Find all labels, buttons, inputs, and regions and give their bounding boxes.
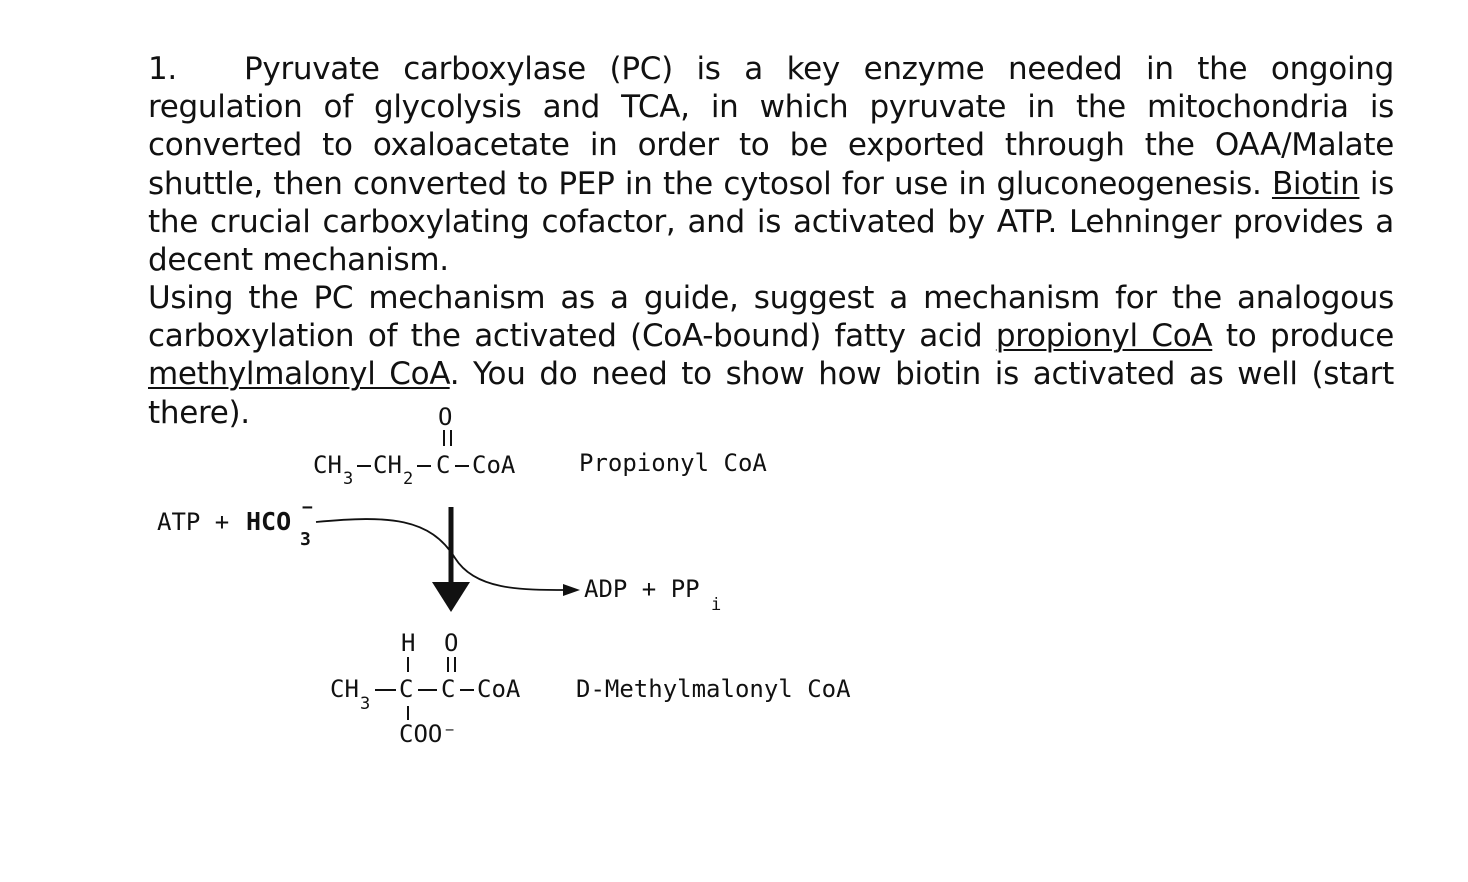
substrate-ch3: CH — [313, 451, 342, 479]
biotin-link[interactable]: Biotin — [1271, 165, 1360, 202]
methylmalonyl-coa-link[interactable]: methylmalonyl CoA — [148, 356, 450, 393]
substrate-coa: CoA — [472, 451, 516, 479]
product-ch3: CH — [330, 675, 359, 703]
product-alpha-carbon: C — [399, 675, 414, 703]
product-hydrogen: H — [401, 629, 416, 657]
substrate-name-label: Propionyl CoA — [579, 449, 767, 477]
product-carboxylate: COO⁻ — [399, 720, 457, 748]
paragraph-2-text-a: Using the PC mechanism as a guide, suggest a mechanism for the analogous carboxylation of the activated (CoA-bound) fatty acid — [148, 280, 1394, 355]
substrate-ch3-subscript: 3 — [343, 469, 354, 489]
paragraph-2-text-c: . You do need to show how biotin is activated as well (start there). — [148, 356, 1394, 431]
propionyl-coa-link[interactable]: propionyl CoA — [995, 318, 1213, 355]
paragraph-1-text-b: is the crucial carboxylating cofactor, and is activated by ATP. Lehninger provides a decent mechanism. — [148, 165, 1394, 279]
bicarbonate-label: HCO — [246, 507, 292, 536]
product-carbonyl-o: O — [444, 629, 459, 657]
product-ch3-subscript: 3 — [360, 694, 371, 714]
cofactor-arrowhead — [563, 584, 580, 596]
product-coa: CoA — [477, 675, 521, 703]
main-reaction-arrowhead — [432, 582, 470, 612]
paragraph-1-text-a: Pyruvate carboxylase (PC) is a key enzyme needed in the ongoing regulation of glycolysis and TCA, in which pyruvate in the mitochondria is converted to oxaloacetate in order to be exported through the OAA/Malate shuttle, then converted to PEP in the cytosol for use in gluconeogenesis. — [148, 51, 1394, 202]
product-name-label: D-Methylmalonyl CoA — [576, 675, 851, 703]
substrate-ch2-subscript: 2 — [403, 469, 414, 489]
substrate-carbon: C — [436, 451, 451, 479]
paragraph-2-text-b: to produce — [1212, 318, 1394, 355]
substrate-carbonyl-o: O — [438, 403, 453, 431]
bicarbonate-subscript: 3 — [300, 529, 311, 550]
cofactor-curved-arrow — [316, 519, 568, 590]
question-number: 1. — [148, 51, 177, 87]
substrate-ch2: CH — [373, 451, 402, 479]
atp-label: ATP + — [157, 508, 230, 536]
ppi-subscript: i — [711, 595, 722, 615]
adp-ppi-label: ADP + PP — [584, 575, 700, 603]
product-carbonyl-carbon: C — [441, 675, 456, 703]
bicarbonate-charge: − — [302, 497, 313, 518]
